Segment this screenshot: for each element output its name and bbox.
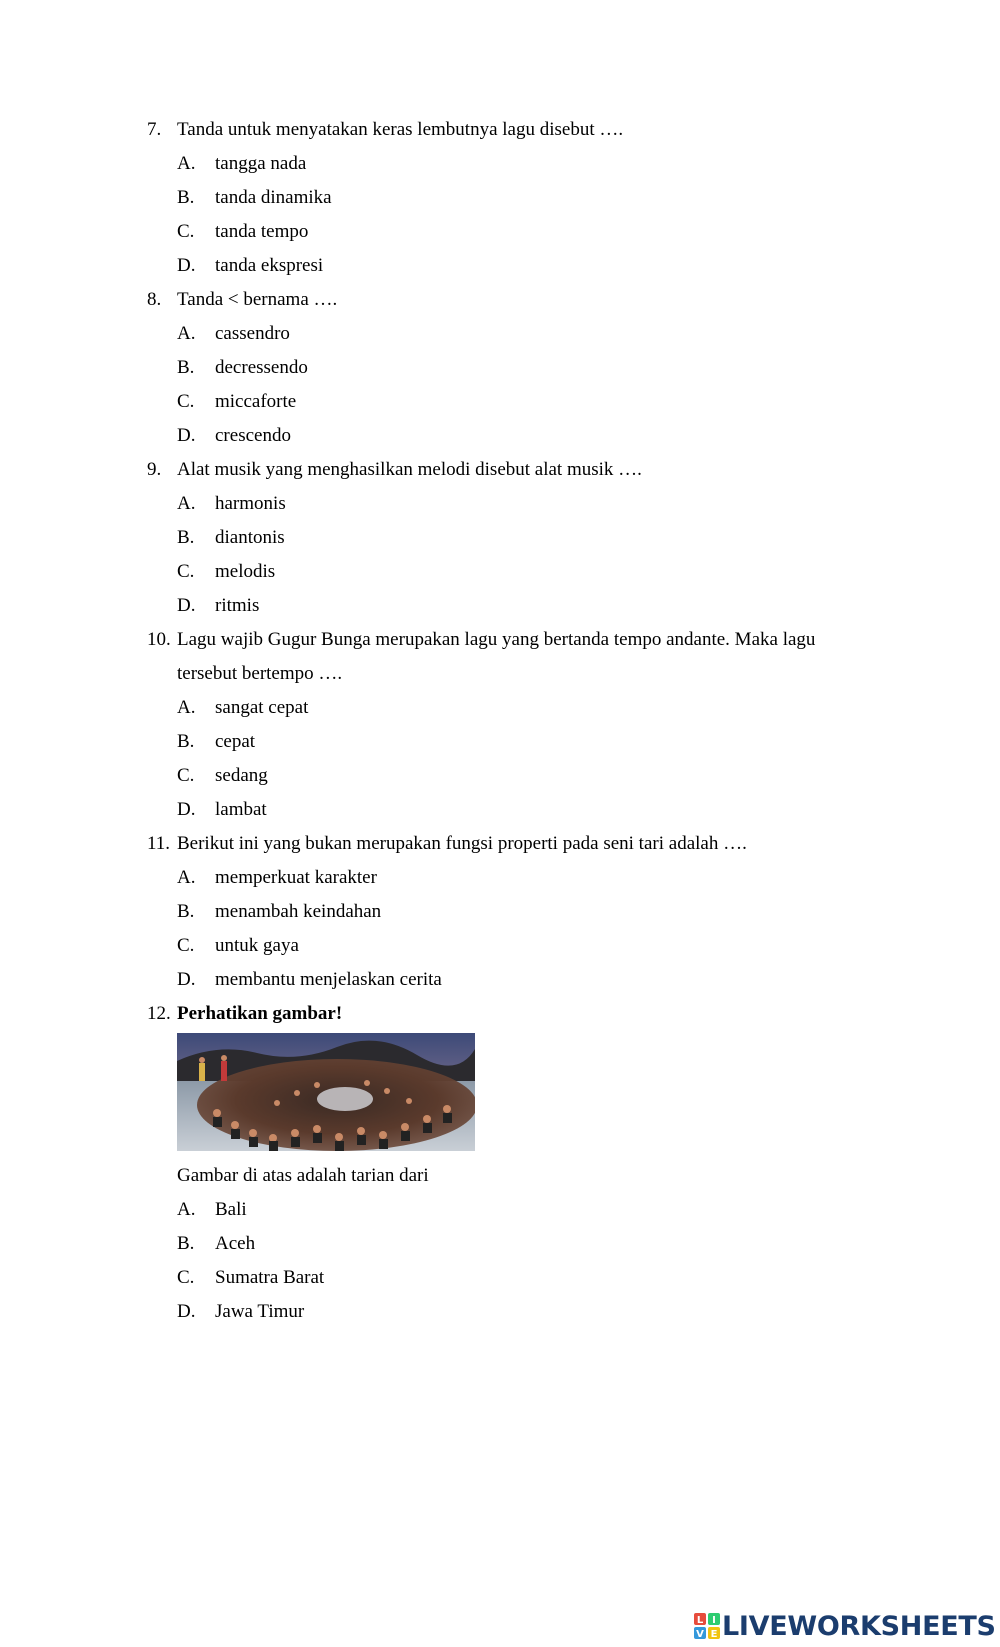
option-letter: D. (177, 1301, 196, 1322)
option-letter: D. (177, 969, 196, 990)
option-letter: B. (177, 187, 195, 208)
option-text: crescendo (215, 425, 291, 446)
question-number: 11. (147, 833, 171, 854)
option-letter: C. (177, 935, 195, 956)
svg-text:L: L (696, 1615, 704, 1626)
option-text: memperkuat karakter (215, 867, 377, 888)
question-text: Perhatikan gambar! (177, 1003, 343, 1024)
option-letter: A. (177, 493, 196, 514)
kecak-dance-photo (177, 1033, 475, 1151)
liveworksheets-brand (694, 1610, 996, 1642)
option-text: Aceh (215, 1233, 256, 1254)
svg-text:I: I (712, 1615, 716, 1626)
option-text: sangat cepat (215, 697, 309, 718)
option-text: cepat (215, 731, 256, 752)
question-number: 8. (147, 289, 162, 310)
brand-name: LIVEWORKSHEETS (722, 1610, 996, 1642)
option-text: tangga nada (215, 153, 307, 174)
option-text: diantonis (215, 527, 285, 548)
option-letter: A. (177, 867, 196, 888)
option-text: ritmis (215, 595, 260, 616)
caption-text: Gambar di atas adalah tarian dari (177, 1165, 429, 1186)
question-number: 10. (147, 629, 171, 650)
option-text: sedang (215, 765, 268, 786)
question-number: 12. (147, 1003, 171, 1024)
option-letter: C. (177, 561, 195, 582)
option-text: melodis (215, 561, 276, 582)
option-letter: C. (177, 1267, 195, 1288)
option-letter: A. (177, 697, 196, 718)
option-letter: B. (177, 1233, 195, 1254)
option-letter: B. (177, 357, 195, 378)
option-text: tanda tempo (215, 221, 309, 242)
question-text: Tanda < bernama …. (177, 289, 338, 310)
svg-text:E: E (710, 1629, 718, 1639)
question-text: Lagu wajib Gugur Bunga merupakan lagu yang bertanda tempo andante. Maka lagu (177, 629, 816, 650)
option-letter: D. (177, 799, 196, 820)
option-letter: A. (177, 323, 196, 344)
option-letter: D. (177, 595, 196, 616)
option-text: Bali (215, 1199, 247, 1220)
option-letter: B. (177, 731, 195, 752)
question-text: Berikut ini yang bukan merupakan fungsi properti pada seni tari adalah …. (177, 833, 747, 854)
option-text: miccaforte (215, 391, 297, 412)
option-letter: B. (177, 901, 195, 922)
option-letter: D. (177, 255, 196, 276)
question-text: Tanda untuk menyatakan keras lembutnya lagu disebut …. (177, 119, 624, 140)
option-text: lambat (215, 799, 267, 820)
option-letter: C. (177, 765, 195, 786)
svg-text:V: V (696, 1629, 704, 1639)
option-text: tanda ekspresi (215, 255, 324, 276)
question-text: Alat musik yang menghasilkan melodi disebut alat musik …. (177, 459, 642, 480)
option-text: harmonis (215, 493, 286, 514)
option-text: tanda dinamika (215, 187, 332, 208)
option-text: decressendo (215, 357, 308, 378)
option-letter: B. (177, 527, 195, 548)
option-letter: A. (177, 153, 196, 174)
option-letter: C. (177, 391, 195, 412)
option-letter: C. (177, 221, 195, 242)
option-text: Sumatra Barat (215, 1267, 325, 1288)
question-number: 9. (147, 459, 162, 480)
option-text: cassendro (215, 323, 290, 344)
option-text: menambah keindahan (215, 901, 382, 922)
option-letter: A. (177, 1199, 196, 1220)
question-number: 7. (147, 119, 162, 140)
liveworksheets-logo-icon (694, 1613, 720, 1639)
option-text: Jawa Timur (215, 1301, 305, 1322)
option-text: membantu menjelaskan cerita (215, 969, 442, 990)
question-text: tersebut bertempo …. (177, 663, 343, 684)
option-letter: D. (177, 425, 196, 446)
option-text: untuk gaya (215, 935, 299, 956)
